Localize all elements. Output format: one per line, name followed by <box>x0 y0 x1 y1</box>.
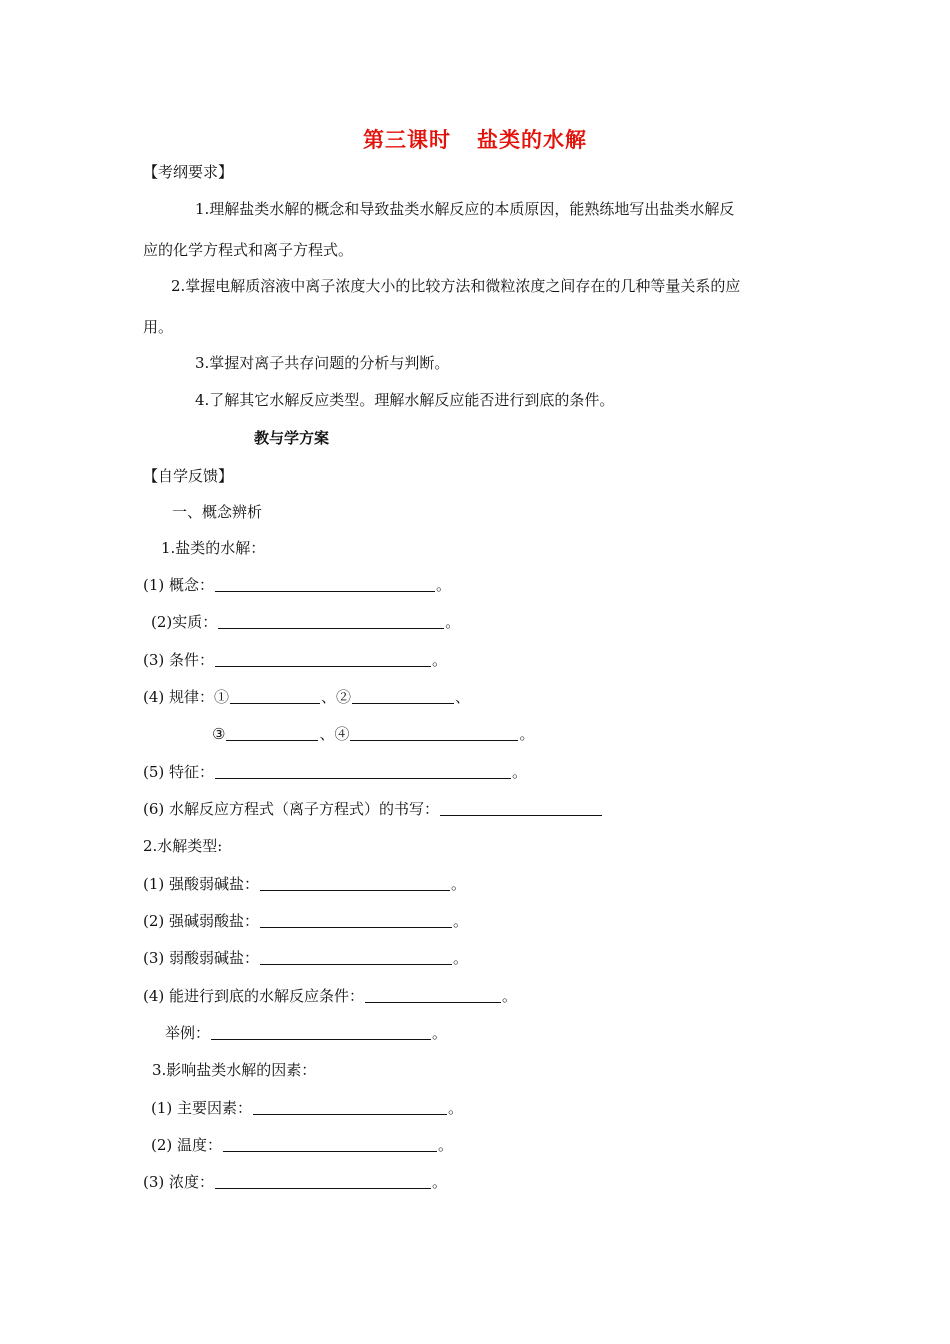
syllabus-item-4: 4.了解其它水解反应类型。理解水解反应能否进行到底的条件。 <box>195 391 615 409</box>
q3-factor1-label: (1) 主要因素： <box>151 1099 253 1117</box>
answer-blank[interactable] <box>215 764 511 779</box>
answer-blank[interactable] <box>226 726 318 741</box>
q2-type3-label: (3) 弱酸弱碱盐： <box>143 949 260 967</box>
q1-rule-row: (4) 规律：① 、② 、 <box>143 688 471 706</box>
q2-type4-row: (4) 能进行到底的水解反应条件： 。 <box>143 987 518 1005</box>
q1-concept-label: (1) 概念： <box>143 576 215 594</box>
q1-essence-row: (2)实质： 。 <box>151 613 461 631</box>
q1-equation-row <box>143 799 603 819</box>
syllabus-item-2a: 2.掌握电解质溶液中离子浓度大小的比较方法和微粒浓度之间存在的几种等量关系的应 <box>171 277 741 295</box>
q1-label: 1.盐类的水解： <box>161 539 266 557</box>
plan-heading: 教与学方案 <box>254 429 330 447</box>
answer-blank[interactable] <box>253 1100 447 1115</box>
q2-type4-label: (4) 能进行到底的水解反应条件： <box>143 987 365 1005</box>
q1-feature-label: (5) 特征： <box>143 763 215 781</box>
q2-type3-row: (3) 弱酸弱碱盐： 。 <box>143 949 469 967</box>
q3-label: 3.影响盐类水解的因素： <box>152 1061 317 1079</box>
q2-label: 2.水解类型: <box>143 837 223 855</box>
syllabus-item-1b: 应的化学方程式和离子方程式。 <box>143 241 354 259</box>
answer-blank[interactable] <box>211 1025 431 1040</box>
q2-example-label: 举例： <box>165 1024 211 1042</box>
q3-factor1-row: (1) 主要因素： 。 <box>151 1099 464 1117</box>
q1-rule-row-2: ③ 、④ 。 <box>212 725 535 743</box>
q2-type2-label: (2) 强碱弱酸盐： <box>143 912 260 930</box>
answer-blank[interactable] <box>218 614 444 629</box>
answer-blank[interactable] <box>215 652 431 667</box>
q3-factor3-row: (3) 浓度： 。 <box>143 1173 448 1191</box>
syllabus-heading: 【考纲要求】 <box>143 163 234 181</box>
syllabus-item-1a: 1.理解盐类水解的概念和导致盐类水解反应的本质原因，能熟练地写出盐类水解反 <box>195 200 735 218</box>
section-concept: 一、概念辨析 <box>172 503 263 521</box>
q1-concept-row: (1) 概念： 。 <box>143 576 452 594</box>
q2-type1-row: (1) 强酸弱碱盐： 。 <box>143 875 467 893</box>
answer-blank[interactable] <box>230 689 320 704</box>
page-title <box>0 124 950 154</box>
answer-blank[interactable] <box>260 876 450 891</box>
answer-blank[interactable] <box>260 950 452 965</box>
syllabus-item-2b: 用。 <box>143 318 174 336</box>
q1-essence-label: (2)实质： <box>151 613 218 631</box>
q2-type2-row: (2) 强碱弱酸盐： 。 <box>143 912 469 930</box>
answer-blank[interactable] <box>215 577 435 592</box>
title-part1: 第三课时 <box>363 128 451 152</box>
answer-blank[interactable] <box>260 913 452 928</box>
answer-blank[interactable] <box>365 988 501 1003</box>
answer-blank[interactable] <box>223 1137 437 1152</box>
answer-blank[interactable] <box>352 689 454 704</box>
q1-rule-label: (4) 规律：① <box>143 688 230 706</box>
q2-example-row: 举例： 。 <box>165 1024 448 1042</box>
answer-blank[interactable] <box>350 726 518 741</box>
q3-factor2-label: (2) 温度： <box>151 1136 223 1154</box>
title-part2: 盐类的水解 <box>477 128 587 152</box>
answer-blank[interactable] <box>215 1174 431 1189</box>
q1-condition-row: (3) 条件： 。 <box>143 651 448 669</box>
q1-condition-label: (3) 条件： <box>143 651 215 669</box>
q3-factor3-label: (3) 浓度： <box>143 1173 215 1191</box>
answer-blank[interactable] <box>440 801 602 816</box>
syllabus-item-3: 3.掌握对离子共存问题的分析与判断。 <box>195 354 450 372</box>
q2-type1-label: (1) 强酸弱碱盐： <box>143 875 260 893</box>
q1-feature-row: (5) 特征： 。 <box>143 763 528 781</box>
q3-factor2-row: (2) 温度： 。 <box>151 1136 454 1154</box>
feedback-heading: 【自学反馈】 <box>143 467 234 485</box>
q1-equation-label: (6) 水解反应方程式（离子方程式）的书写： <box>143 800 440 818</box>
